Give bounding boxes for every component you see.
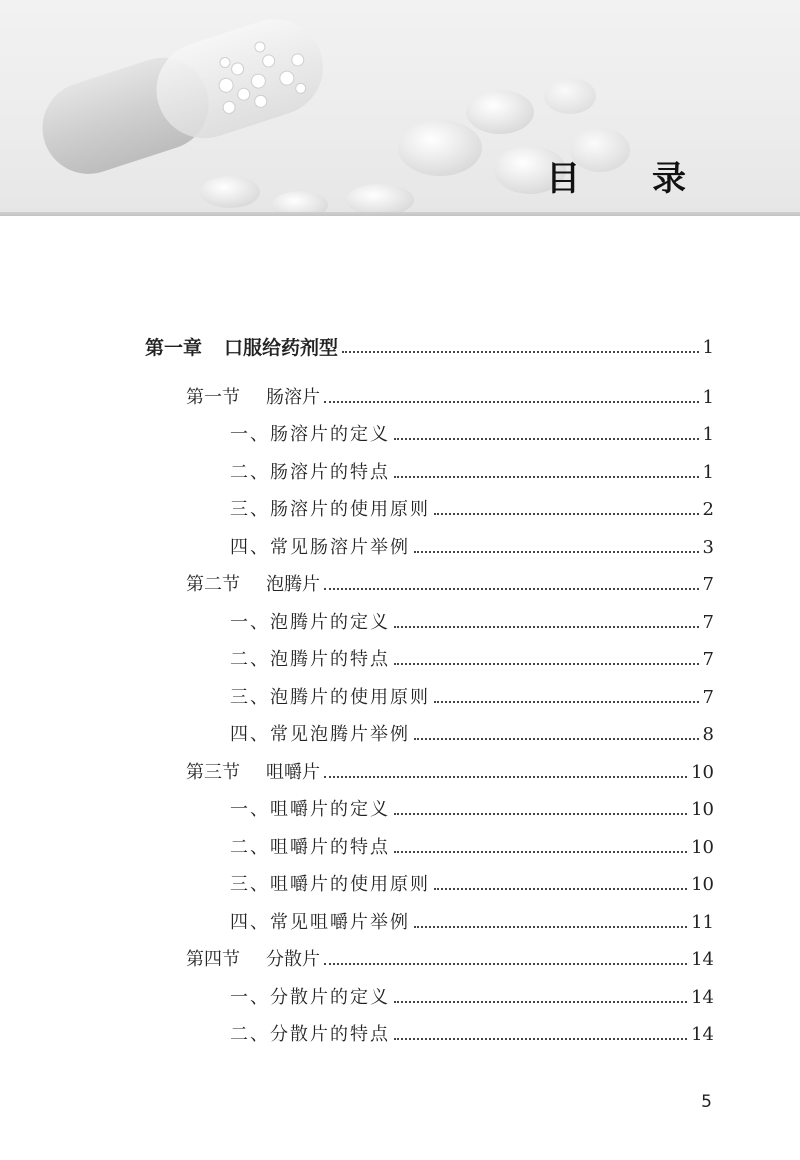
toc-page-number: 10	[691, 799, 714, 820]
dot-leader	[394, 1001, 687, 1003]
toc-subsection	[230, 683, 714, 709]
toc-entry-title: 四、常见泡腾片举例	[230, 724, 410, 745]
toc-subsection	[230, 983, 714, 1009]
dot-leader	[394, 813, 687, 815]
toc-entry-title: 二、分散片的特点	[230, 1024, 390, 1045]
toc-page-number: 7	[702, 612, 714, 633]
toc-entry-title: 一、泡腾片的定义	[230, 612, 390, 633]
dot-leader	[434, 513, 699, 515]
toc-subsection	[230, 870, 714, 896]
toc-section	[186, 383, 714, 409]
toc-page-number: 1	[702, 462, 714, 483]
toc-page-number: 10	[691, 837, 714, 858]
dot-leader	[394, 438, 699, 440]
page-header	[0, 0, 800, 216]
dot-leader	[324, 401, 699, 403]
toc-page-number: 3	[702, 537, 714, 558]
toc-section	[186, 945, 714, 971]
toc-subsection	[230, 458, 714, 484]
toc-entry-title	[186, 387, 320, 409]
dot-leader	[324, 588, 699, 590]
dot-leader	[324, 776, 687, 778]
toc-entry-number: 第一章	[145, 337, 203, 359]
toc-entry-title: 三、咀嚼片的使用原则	[230, 874, 430, 895]
toc-entry-title: 四、常见咀嚼片举例	[230, 912, 410, 933]
toc-subsection	[230, 720, 714, 746]
toc-entry-title: 二、肠溶片的特点	[230, 462, 390, 483]
toc-section	[186, 758, 714, 784]
dot-leader	[414, 551, 699, 553]
toc-page-number: 7	[702, 687, 714, 708]
toc-entry-title: 一、肠溶片的定义	[230, 424, 390, 445]
toc-entry-title: 一、分散片的定义	[230, 987, 390, 1008]
toc-entry-number: 第一节	[186, 387, 240, 408]
header-rule	[0, 212, 800, 216]
toc-page-number: 14	[691, 1024, 714, 1045]
toc-page-number: 7	[702, 649, 714, 670]
toc-entry-title: 一、咀嚼片的定义	[230, 799, 390, 820]
toc-entry-title: 四、常见肠溶片举例	[230, 537, 410, 558]
toc-page-number: 7	[702, 574, 714, 595]
dot-leader	[394, 1038, 687, 1040]
toc-page-number: 10	[691, 762, 714, 783]
toc-entry-title: 二、咀嚼片的特点	[230, 837, 390, 858]
toc-subsection	[230, 795, 714, 821]
toc-entry-title	[186, 574, 320, 596]
toc-page-number: 11	[691, 912, 714, 933]
dot-leader	[434, 888, 687, 890]
dot-leader	[434, 701, 699, 703]
toc-page-number: 14	[691, 949, 714, 970]
toc-subsection	[230, 833, 714, 859]
toc-entry-number: 第三节	[186, 762, 240, 783]
toc-entry-text: 口服给药剂型	[224, 337, 339, 359]
toc-entry-number: 第二节	[186, 574, 240, 595]
toc-entry-title	[186, 949, 320, 971]
toc-section	[186, 570, 714, 596]
dot-leader	[394, 476, 699, 478]
toc-entry-title: 三、泡腾片的使用原则	[230, 687, 430, 708]
toc-entry-title: 二、泡腾片的特点	[230, 649, 390, 670]
toc-entry-title	[145, 337, 338, 359]
dot-leader	[414, 926, 687, 928]
toc-chapter	[145, 333, 714, 359]
toc-page-number: 10	[691, 874, 714, 895]
toc-subsection	[230, 908, 714, 934]
dot-leader	[394, 626, 699, 628]
toc-page-number: 2	[702, 499, 714, 520]
toc-page-number: 1	[702, 387, 714, 408]
toc-page-number: 1	[702, 424, 714, 445]
dot-leader	[394, 663, 699, 665]
dot-leader	[342, 351, 699, 353]
toc-page-number: 1	[702, 337, 714, 358]
toc-subsection	[230, 1020, 714, 1046]
toc-page-number: 14	[691, 987, 714, 1008]
toc-subsection	[230, 608, 714, 634]
dot-leader	[394, 851, 687, 853]
toc-page-number: 8	[702, 724, 714, 745]
toc-entry-text: 泡腾片	[266, 574, 320, 595]
dot-leader	[414, 738, 699, 740]
toc-entry-text: 分散片	[266, 949, 320, 970]
toc-entry-title: 三、肠溶片的使用原则	[230, 499, 430, 520]
toc-entry-text: 咀嚼片	[266, 762, 320, 783]
toc-subsection	[230, 420, 714, 446]
toc-entry-text: 肠溶片	[266, 387, 320, 408]
page-title: 目 录	[546, 159, 716, 199]
toc-entry-number: 第四节	[186, 949, 240, 970]
toc-entry-title	[186, 762, 320, 784]
toc-subsection	[230, 495, 714, 521]
dot-leader	[324, 963, 687, 965]
toc-subsection	[230, 533, 714, 559]
toc-subsection	[230, 645, 714, 671]
page-number: 5	[701, 1092, 712, 1112]
